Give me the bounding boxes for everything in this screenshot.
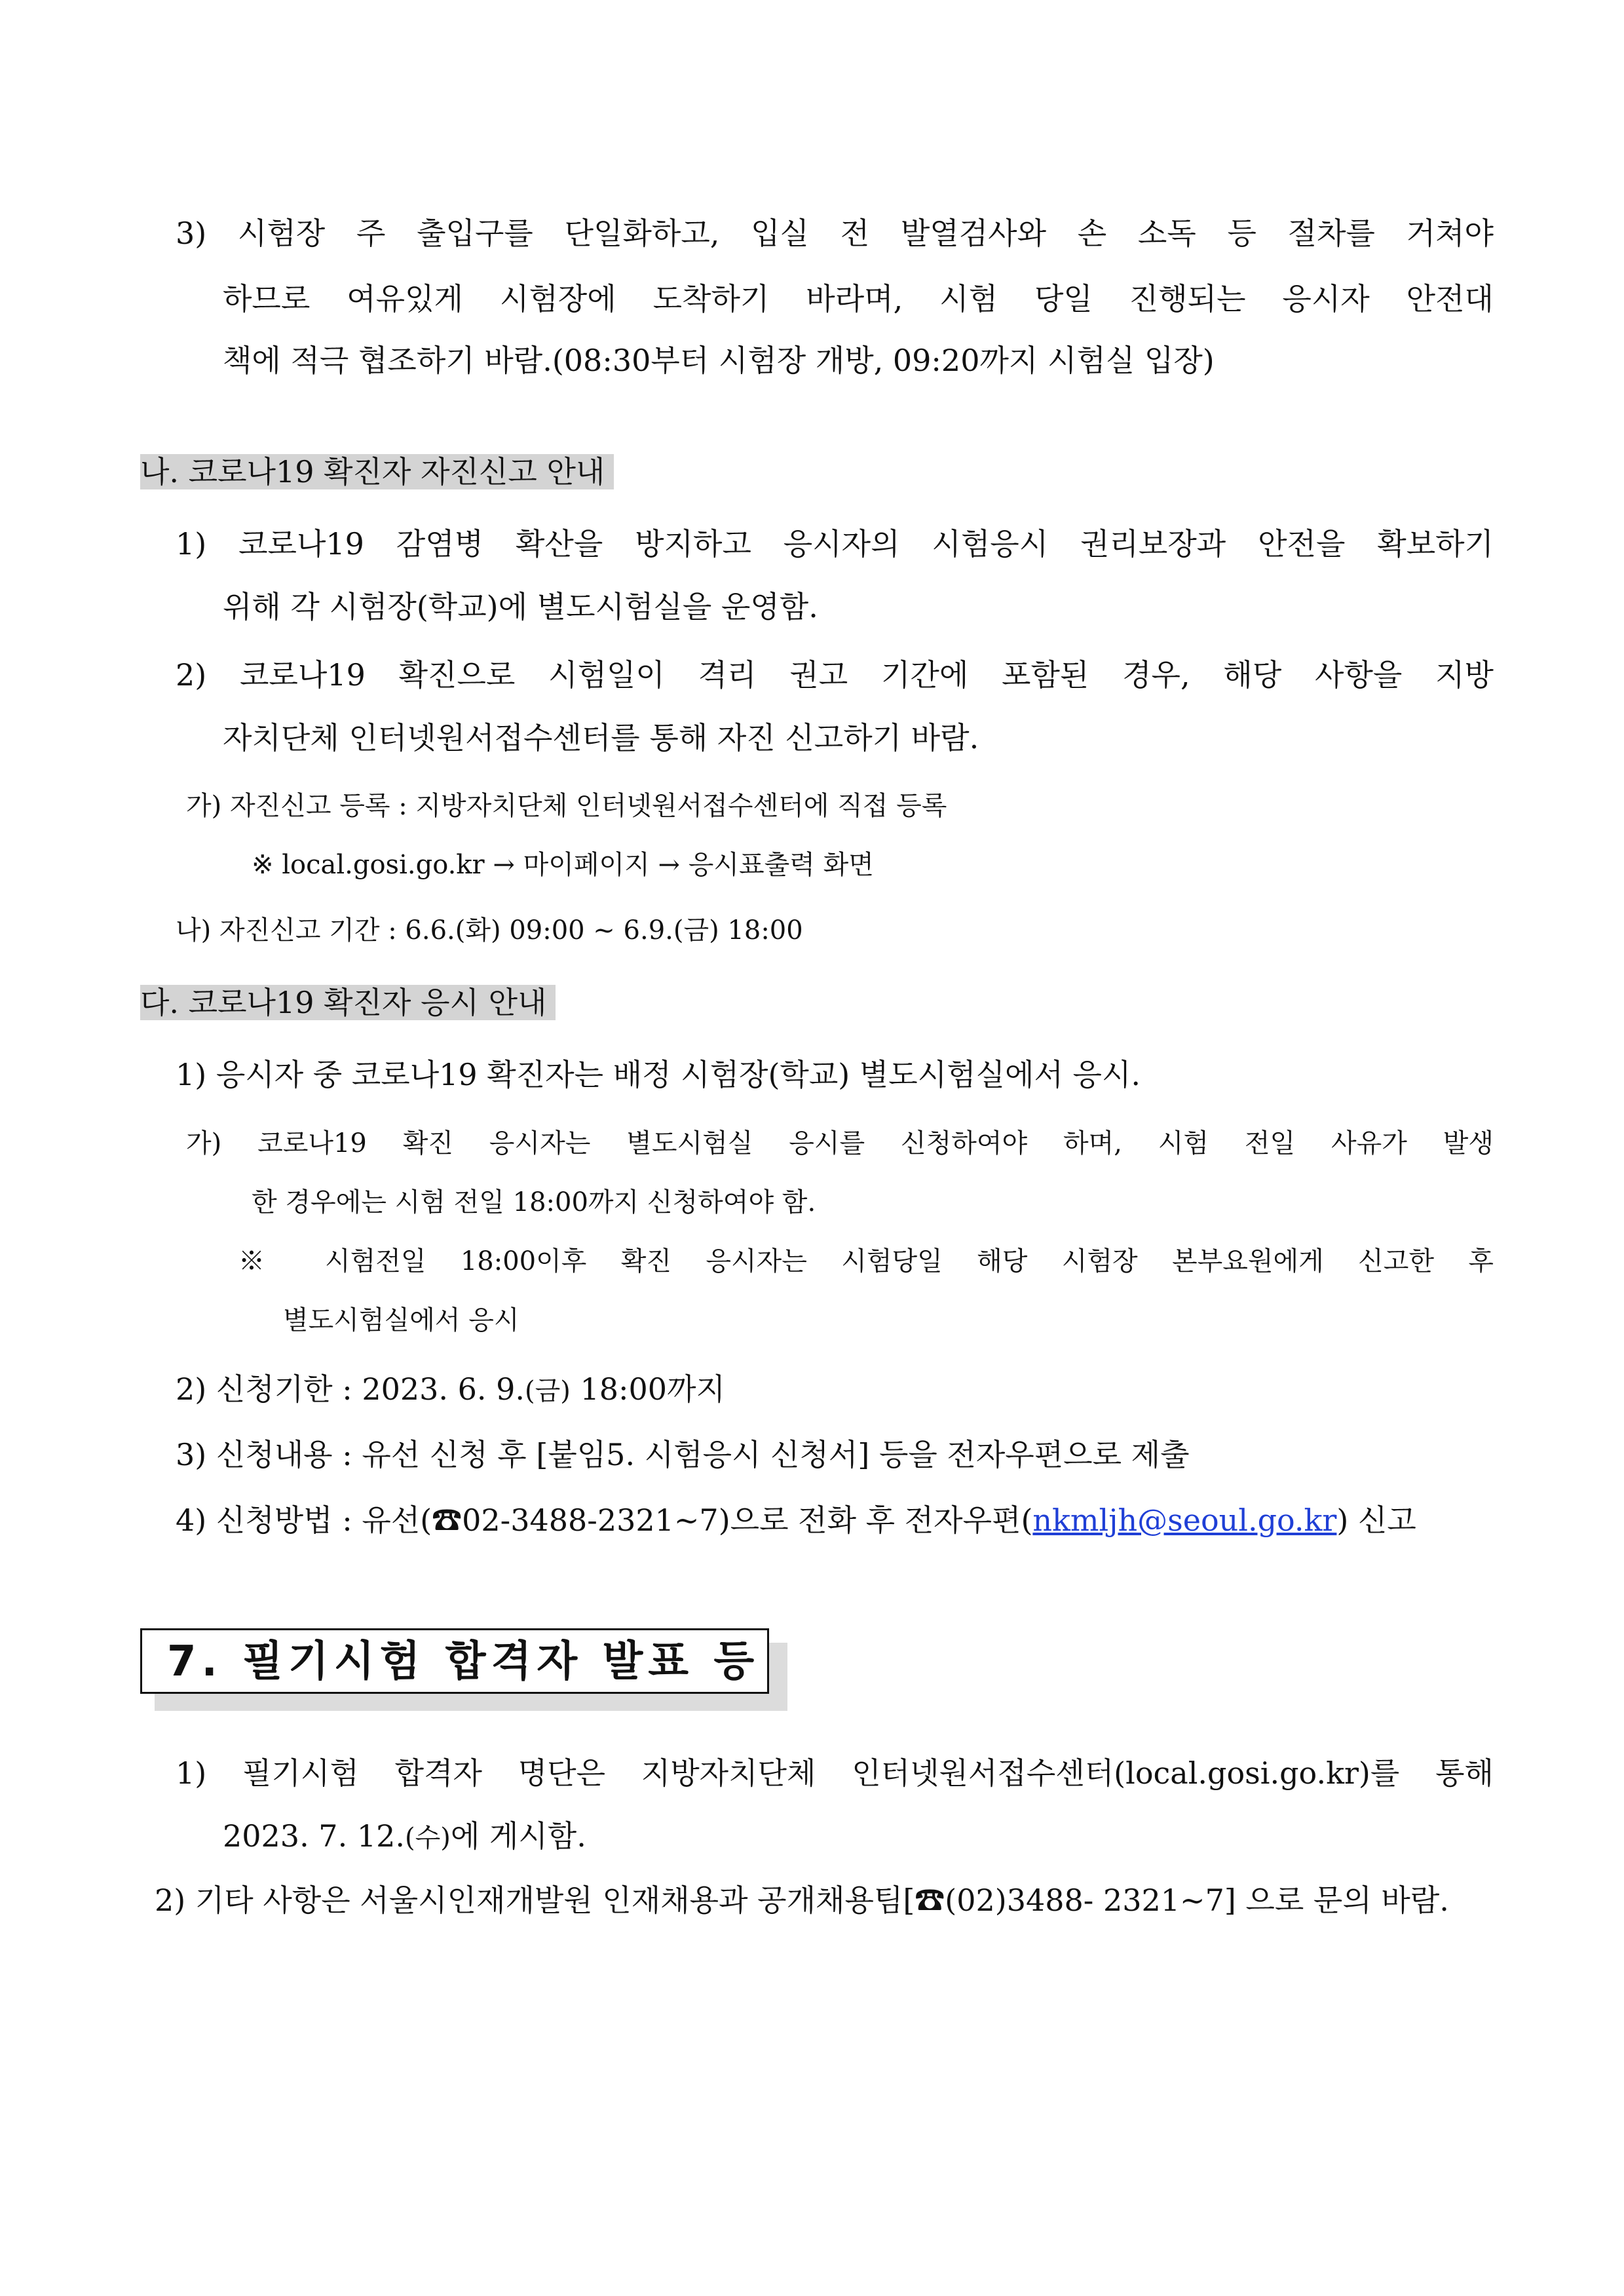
na-sub-ga-note: ※ local.gosi.go.kr → 마이페이지 → 응시표출력 화면 xyxy=(252,850,874,880)
na-sub-ga: 가) 자진신고 등록 : 지방자치단체 인터넷원서접수센터에 직접 등록 xyxy=(186,791,947,821)
section-7-title: 7. 필기시험 합격자 발표 등 xyxy=(167,1637,760,1686)
na-item2-line2: 자치단체 인터넷원서접수센터를 통해 자진 신고하기 바람. xyxy=(223,720,979,756)
section-7-title-box xyxy=(140,1628,782,1712)
sec7-item1-day: (수) xyxy=(404,1823,451,1853)
sec7-item1-line1: 1) 필기시험 합격자 명단은 지방자치단체 인터넷원서접수센터(local.gosi.go.kr)를 통해 xyxy=(176,1755,1494,1791)
da-item2 xyxy=(176,1369,725,1411)
da-item1: 1) 응시자 중 코로나19 확진자는 배정 시험장(학교) 별도시험실에서 응시. xyxy=(176,1057,1141,1092)
sec7-item2: 2) 기타 사항은 서울시인재개발원 인재채용과 공개채용팀[☎(02)3488- 2321~7] 으로 문의 바람. xyxy=(155,1883,1449,1918)
da-item2-day: (금) xyxy=(525,1376,571,1406)
na-item1-line1: 1) 코로나19 감염병 확산을 방지하고 응시자의 시험응시 권리보장과 안전을 확보하기 xyxy=(176,526,1494,562)
da-item2-time: 18:00까지 xyxy=(570,1371,725,1407)
na-item2-line1: 2) 코로나19 확진으로 시험일이 격리 권고 기간에 포함된 경우, 해당 사항을 지방 xyxy=(176,657,1494,693)
na-sub-na: 나) 자진신고 기간 : 6.6.(화) 09:00 ~ 6.9.(금) 18:00 xyxy=(176,915,803,946)
sec7-item1-tail: 에 게시함. xyxy=(450,1818,586,1854)
da-item3: 3) 신청내용 : 유선 신청 후 [붙임5. 시험응시 신청서] 등을 전자우편으로 제출 xyxy=(176,1437,1190,1472)
ga-item3-line3: 책에 적극 협조하기 바람.(08:30부터 시험장 개방, 09:20까지 시험실 입장) xyxy=(223,343,1215,378)
da-sub-ga-line2: 한 경우에는 시험 전일 18:00까지 신청하여야 함. xyxy=(252,1187,816,1217)
na-item1-line2: 위해 각 시험장(학교)에 별도시험실을 운영함. xyxy=(223,589,818,624)
sec7-item1-line2 xyxy=(223,1816,586,1858)
email-link[interactable]: nkmljh@seoul.go.kr xyxy=(1032,1502,1337,1538)
da-item4-text: 4) 신청방법 : 유선(☎02-3488-2321~7)으로 전화 후 전자우편( xyxy=(176,1502,1033,1538)
da-item2-label: 2) 신청기한 : 2023. 6. 9. xyxy=(176,1371,525,1407)
da-note-line1: ※ 시험전일 18:00이후 확진 응시자는 시험당일 해당 시험장 본부요원에게 신고한 후 xyxy=(238,1246,1494,1276)
da-item4 xyxy=(176,1501,1416,1540)
da-item4-tail: ) 신고 xyxy=(1336,1502,1416,1538)
ga-item3-line2: 하므로 여유있게 시험장에 도착하기 바라며, 시험 당일 진행되는 응시자 안전대 xyxy=(223,281,1494,316)
da-sub-ga-line1: 가) 코로나19 확진 응시자는 별도시험실 응시를 신청하여야 하며, 시험 전일 사유가 발생 xyxy=(186,1128,1494,1158)
section-na-heading xyxy=(140,452,614,491)
title-box-frame xyxy=(140,1628,769,1694)
section-da-heading xyxy=(140,983,556,1022)
sec7-item1-date: 2023. 7. 12. xyxy=(223,1818,405,1854)
section-da-heading-text: 다. 코로나19 확진자 응시 안내 xyxy=(140,985,556,1020)
da-note-line2: 별도시험실에서 응시 xyxy=(283,1305,519,1335)
section-na-heading-text: 나. 코로나19 확진자 자진신고 안내 xyxy=(140,454,614,489)
ga-item3-line1: 3) 시험장 주 출입구를 단일화하고, 입실 전 발열검사와 손 소독 등 절차를 거쳐야 xyxy=(176,216,1494,251)
